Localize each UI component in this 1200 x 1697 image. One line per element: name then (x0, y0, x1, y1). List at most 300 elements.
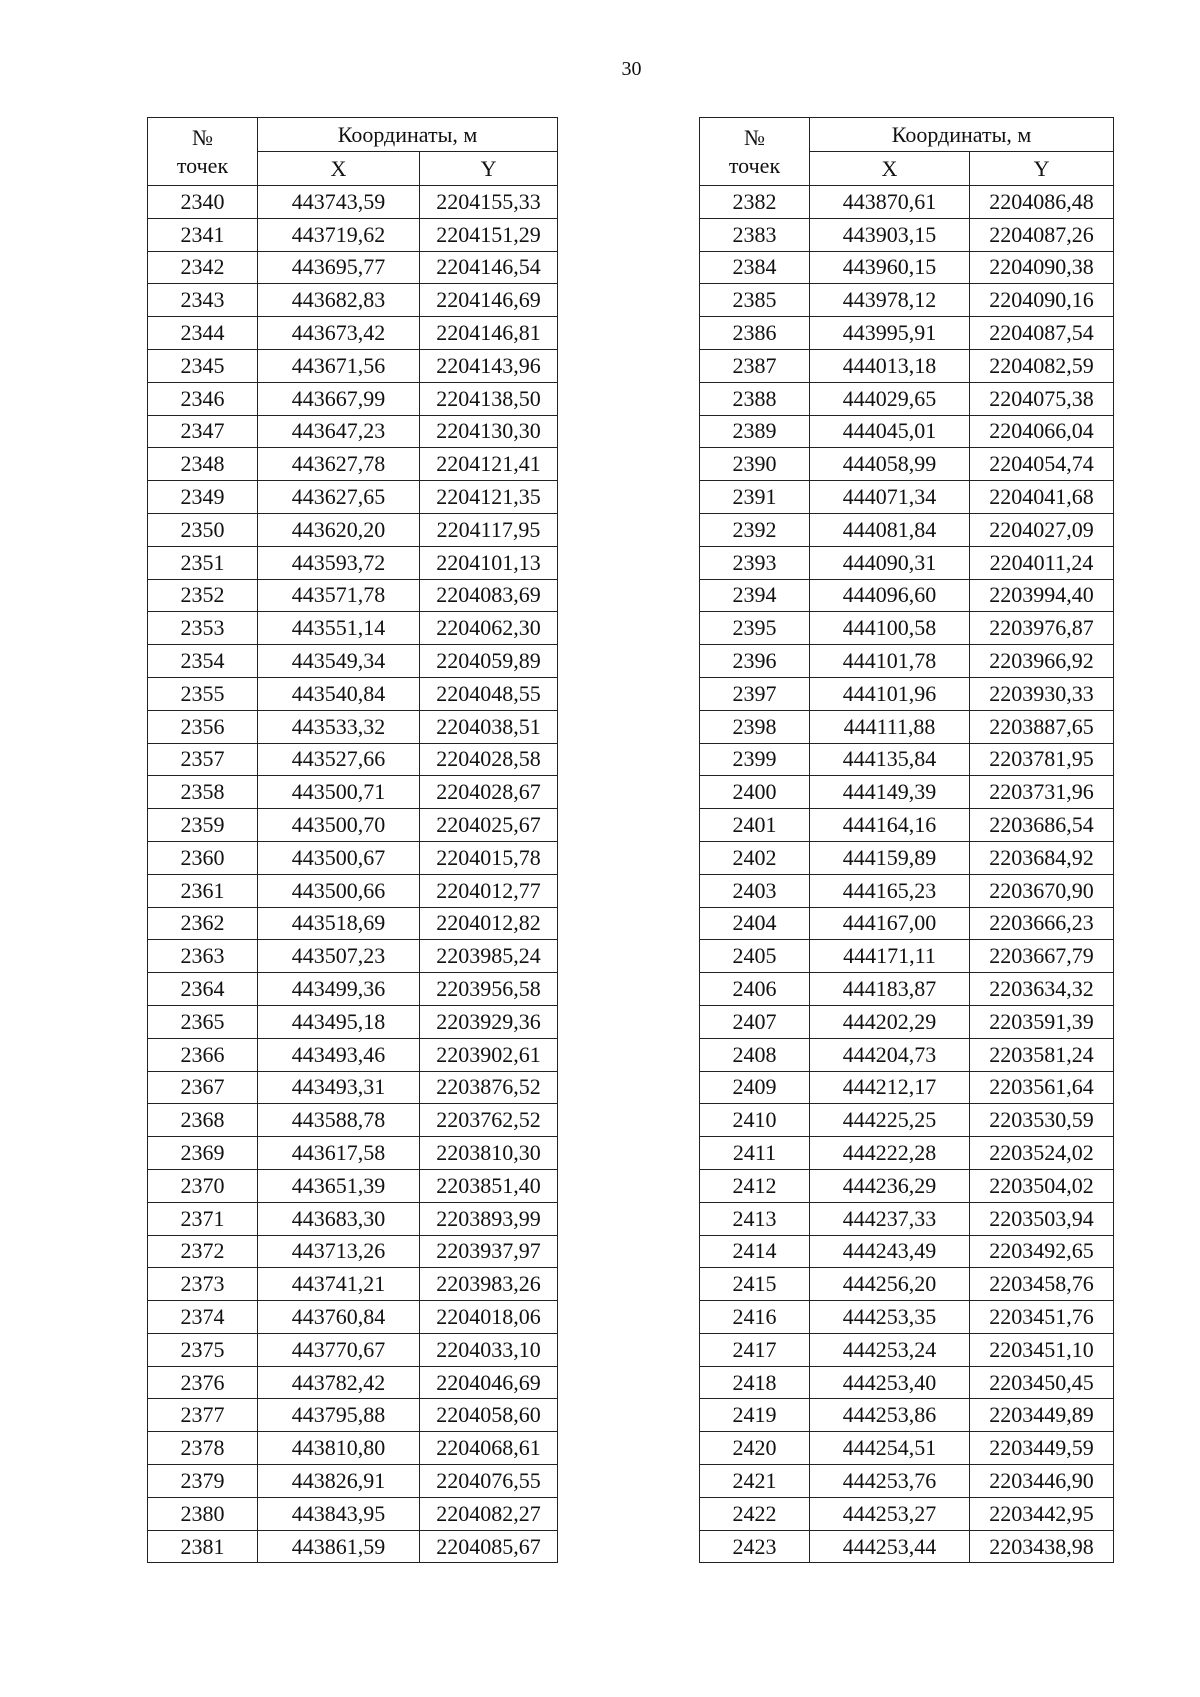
y-coordinate-cell: 2203451,76 (970, 1301, 1114, 1334)
x-coordinate-cell: 444256,20 (810, 1268, 970, 1301)
table-row (700, 645, 1114, 678)
x-coordinate-cell: 443760,84 (258, 1301, 420, 1334)
point-number-cell: 2377 (148, 1399, 258, 1432)
x-coordinate-cell: 444202,29 (810, 1005, 970, 1038)
x-coordinate-cell: 443620,20 (258, 513, 420, 546)
x-coordinate-cell: 444058,99 (810, 448, 970, 481)
x-coordinate-cell: 443782,42 (258, 1366, 420, 1399)
table-row (148, 317, 558, 350)
x-coordinate-cell: 444135,84 (810, 743, 970, 776)
x-coordinate-cell: 444253,40 (810, 1366, 970, 1399)
x-coordinate-cell: 444253,27 (810, 1497, 970, 1530)
table-row (148, 1465, 558, 1498)
y-coordinate-cell: 2203983,26 (420, 1268, 558, 1301)
x-coordinate-cell: 443518,69 (258, 907, 420, 940)
y-coordinate-cell: 2204090,16 (970, 284, 1114, 317)
point-number-header-line2: точек (728, 152, 781, 178)
y-coordinate-cell: 2203966,92 (970, 645, 1114, 678)
x-coordinate-cell: 444183,87 (810, 973, 970, 1006)
table-row (148, 448, 558, 481)
point-number-cell: 2343 (148, 284, 258, 317)
table-row (700, 349, 1114, 382)
x-coordinate-cell: 444171,11 (810, 940, 970, 973)
x-coordinate-cell: 443683,30 (258, 1202, 420, 1235)
table-row (700, 710, 1114, 743)
table-row (148, 481, 558, 514)
point-number-cell: 2408 (700, 1038, 810, 1071)
x-coordinate-cell: 444111,88 (810, 710, 970, 743)
x-coordinate-cell: 443695,77 (258, 251, 420, 284)
x-coordinate-cell: 444164,16 (810, 809, 970, 842)
table-row (700, 382, 1114, 415)
x-coordinate-cell: 443500,66 (258, 874, 420, 907)
table-row (148, 513, 558, 546)
point-number-cell: 2422 (700, 1497, 810, 1530)
point-number-cell: 2399 (700, 743, 810, 776)
y-coordinate-cell: 2204015,78 (420, 841, 558, 874)
x-coordinate-cell: 443741,21 (258, 1268, 420, 1301)
table-row (700, 809, 1114, 842)
y-coordinate-cell: 2203581,24 (970, 1038, 1114, 1071)
point-number-cell: 2382 (700, 186, 810, 219)
point-number-header-line1: № (192, 124, 213, 150)
x-coordinate-cell: 443493,31 (258, 1071, 420, 1104)
table-row (148, 218, 558, 251)
y-coordinate-cell: 2204059,89 (420, 645, 558, 678)
x-coordinate-cell: 443861,59 (258, 1530, 420, 1563)
table-row (148, 1071, 558, 1104)
table-row (148, 776, 558, 809)
y-coordinate-cell: 2203670,90 (970, 874, 1114, 907)
x-coordinate-cell: 444096,60 (810, 579, 970, 612)
x-coordinate-cell: 443527,66 (258, 743, 420, 776)
x-coordinate-cell: 443495,18 (258, 1005, 420, 1038)
x-coordinate-cell: 444253,24 (810, 1333, 970, 1366)
point-number-cell: 2352 (148, 579, 258, 612)
point-number-cell: 2411 (700, 1137, 810, 1170)
point-number-cell: 2397 (700, 677, 810, 710)
point-number-cell: 2363 (148, 940, 258, 973)
x-coordinate-cell: 443540,84 (258, 677, 420, 710)
point-number-cell: 2371 (148, 1202, 258, 1235)
table-row (148, 907, 558, 940)
point-number-cell: 2396 (700, 645, 810, 678)
x-coordinate-cell: 443995,91 (810, 317, 970, 350)
table-row (700, 1268, 1114, 1301)
table-row (700, 317, 1114, 350)
x-coordinate-cell: 444222,28 (810, 1137, 970, 1170)
point-number-cell: 2366 (148, 1038, 258, 1071)
table-row (700, 973, 1114, 1006)
x-coordinate-cell: 443870,61 (810, 186, 970, 219)
y-coordinate-cell: 2204028,58 (420, 743, 558, 776)
y-coordinate-cell: 2204062,30 (420, 612, 558, 645)
y-coordinate-cell: 2203446,90 (970, 1465, 1114, 1498)
point-number-cell: 2364 (148, 973, 258, 1006)
table-row (700, 1465, 1114, 1498)
table-row (700, 415, 1114, 448)
y-coordinate-cell: 2203781,95 (970, 743, 1114, 776)
point-number-cell: 2368 (148, 1104, 258, 1137)
y-coordinate-cell: 2204033,10 (420, 1333, 558, 1366)
point-number-cell: 2406 (700, 973, 810, 1006)
table-row (700, 513, 1114, 546)
y-coordinate-cell: 2204090,38 (970, 251, 1114, 284)
point-number-cell: 2383 (700, 218, 810, 251)
point-number-cell: 2386 (700, 317, 810, 350)
y-coordinate-cell: 2204025,67 (420, 809, 558, 842)
x-coordinate-cell: 444237,33 (810, 1202, 970, 1235)
point-number-cell: 2419 (700, 1399, 810, 1432)
y-coordinate-cell: 2203438,98 (970, 1530, 1114, 1563)
y-coordinate-cell: 2203929,36 (420, 1005, 558, 1038)
point-number-cell: 2360 (148, 841, 258, 874)
x-coordinate-cell: 443671,56 (258, 349, 420, 382)
x-coordinate-cell: 443551,14 (258, 612, 420, 645)
coordinates-table-right (699, 117, 1114, 1563)
point-number-cell: 2381 (148, 1530, 258, 1563)
x-coordinate-cell: 444029,65 (810, 382, 970, 415)
table-row (700, 1432, 1114, 1465)
y-coordinate-cell: 2203956,58 (420, 973, 558, 1006)
point-number-cell: 2421 (700, 1465, 810, 1498)
table-row (700, 251, 1114, 284)
table-row (148, 1104, 558, 1137)
table-row (148, 284, 558, 317)
x-coordinate-cell: 443770,67 (258, 1333, 420, 1366)
table-row (700, 1530, 1114, 1563)
point-number-cell: 2344 (148, 317, 258, 350)
y-coordinate-cell: 2203762,52 (420, 1104, 558, 1137)
table-row (700, 546, 1114, 579)
y-coordinate-cell: 2204054,74 (970, 448, 1114, 481)
y-coordinate-cell: 2204117,95 (420, 513, 558, 546)
table-row (700, 1301, 1114, 1334)
x-coordinate-cell: 444045,01 (810, 415, 970, 448)
x-coordinate-cell: 443667,99 (258, 382, 420, 415)
x-coordinate-cell: 443673,42 (258, 317, 420, 350)
y-coordinate-cell: 2204146,81 (420, 317, 558, 350)
table-row (148, 1169, 558, 1202)
x-coordinate-cell: 443500,70 (258, 809, 420, 842)
y-coordinate-cell: 2203451,10 (970, 1333, 1114, 1366)
y-coordinate-cell: 2203930,33 (970, 677, 1114, 710)
table-row (700, 1137, 1114, 1170)
table-row (148, 645, 558, 678)
point-number-cell: 2340 (148, 186, 258, 219)
table-row (148, 973, 558, 1006)
point-number-cell: 2346 (148, 382, 258, 415)
y-coordinate-cell: 2204121,35 (420, 481, 558, 514)
y-coordinate-cell: 2204083,69 (420, 579, 558, 612)
y-coordinate-cell: 2203667,79 (970, 940, 1114, 973)
table-row (700, 481, 1114, 514)
x-coordinate-cell: 444159,89 (810, 841, 970, 874)
table-row (148, 612, 558, 645)
y-column-header: Y (970, 152, 1114, 186)
y-coordinate-cell: 2204048,55 (420, 677, 558, 710)
x-coordinate-cell: 443533,32 (258, 710, 420, 743)
point-number-cell: 2395 (700, 612, 810, 645)
table-row (700, 1333, 1114, 1366)
point-number-cell: 2353 (148, 612, 258, 645)
x-coordinate-cell: 443843,95 (258, 1497, 420, 1530)
y-coordinate-cell: 2203994,40 (970, 579, 1114, 612)
point-number-cell: 2387 (700, 349, 810, 382)
x-coordinate-cell: 444212,17 (810, 1071, 970, 1104)
point-number-header (148, 118, 258, 186)
y-coordinate-cell: 2204041,68 (970, 481, 1114, 514)
table-row (700, 1366, 1114, 1399)
x-coordinate-cell: 443617,58 (258, 1137, 420, 1170)
y-coordinate-cell: 2204146,69 (420, 284, 558, 317)
y-coordinate-cell: 2203810,30 (420, 1137, 558, 1170)
x-coordinate-cell: 443593,72 (258, 546, 420, 579)
coordinates-header: Координаты, м (258, 118, 558, 152)
y-coordinate-cell: 2204086,48 (970, 186, 1114, 219)
point-number-cell: 2350 (148, 513, 258, 546)
x-coordinate-cell: 444253,35 (810, 1301, 970, 1334)
table-row (700, 677, 1114, 710)
table-row (148, 710, 558, 743)
table-row (700, 579, 1114, 612)
y-coordinate-cell: 2204151,29 (420, 218, 558, 251)
table-row (148, 841, 558, 874)
y-coordinate-cell: 2203504,02 (970, 1169, 1114, 1202)
point-number-cell: 2414 (700, 1235, 810, 1268)
y-coordinate-cell: 2203492,65 (970, 1235, 1114, 1268)
table-row (148, 743, 558, 776)
x-coordinate-cell: 443719,62 (258, 218, 420, 251)
point-number-cell: 2384 (700, 251, 810, 284)
x-coordinate-cell: 444149,39 (810, 776, 970, 809)
point-number-cell: 2355 (148, 677, 258, 710)
point-number-cell: 2342 (148, 251, 258, 284)
point-number-cell: 2370 (148, 1169, 258, 1202)
y-coordinate-cell: 2204075,38 (970, 382, 1114, 415)
point-number-cell: 2361 (148, 874, 258, 907)
point-number-cell: 2357 (148, 743, 258, 776)
table-row (700, 1038, 1114, 1071)
y-coordinate-cell: 2204018,06 (420, 1301, 558, 1334)
point-number-header (700, 118, 810, 186)
point-number-cell: 2380 (148, 1497, 258, 1530)
point-number-header-line1: № (744, 124, 765, 150)
point-number-cell: 2359 (148, 809, 258, 842)
point-number-cell: 2349 (148, 481, 258, 514)
y-coordinate-cell: 2203591,39 (970, 1005, 1114, 1038)
y-coordinate-cell: 2204076,55 (420, 1465, 558, 1498)
point-number-cell: 2409 (700, 1071, 810, 1104)
y-coordinate-cell: 2204155,33 (420, 186, 558, 219)
point-number-cell: 2348 (148, 448, 258, 481)
table-row (148, 251, 558, 284)
y-coordinate-cell: 2204085,67 (420, 1530, 558, 1563)
y-coordinate-cell: 2204082,59 (970, 349, 1114, 382)
x-coordinate-cell: 443500,71 (258, 776, 420, 809)
table-row (700, 776, 1114, 809)
table-row (700, 743, 1114, 776)
table-row (700, 907, 1114, 940)
y-coordinate-cell: 2204087,54 (970, 317, 1114, 350)
x-coordinate-cell: 443651,39 (258, 1169, 420, 1202)
x-coordinate-cell: 443795,88 (258, 1399, 420, 1432)
point-number-cell: 2369 (148, 1137, 258, 1170)
point-number-cell: 2412 (700, 1169, 810, 1202)
point-number-cell: 2341 (148, 218, 258, 251)
point-number-cell: 2418 (700, 1366, 810, 1399)
x-coordinate-cell: 443743,59 (258, 186, 420, 219)
x-coordinate-cell: 444204,73 (810, 1038, 970, 1071)
table-row (700, 186, 1114, 219)
point-number-cell: 2400 (700, 776, 810, 809)
point-number-cell: 2394 (700, 579, 810, 612)
point-number-cell: 2365 (148, 1005, 258, 1038)
y-coordinate-cell: 2203442,95 (970, 1497, 1114, 1530)
table-row (148, 579, 558, 612)
x-coordinate-cell: 444013,18 (810, 349, 970, 382)
table-row (700, 284, 1114, 317)
table-row (148, 874, 558, 907)
left-table-body (148, 186, 558, 1563)
x-coordinate-cell: 444254,51 (810, 1432, 970, 1465)
table-row (148, 1268, 558, 1301)
point-number-cell: 2354 (148, 645, 258, 678)
y-coordinate-cell: 2203876,52 (420, 1071, 558, 1104)
point-number-cell: 2372 (148, 1235, 258, 1268)
point-number-cell: 2379 (148, 1465, 258, 1498)
table-row (700, 1202, 1114, 1235)
point-number-cell: 2375 (148, 1333, 258, 1366)
x-coordinate-cell: 443978,12 (810, 284, 970, 317)
y-coordinate-cell: 2203902,61 (420, 1038, 558, 1071)
x-column-header: X (258, 152, 420, 186)
y-coordinate-cell: 2203524,02 (970, 1137, 1114, 1170)
y-coordinate-cell: 2203634,32 (970, 973, 1114, 1006)
right-table-body (700, 186, 1114, 1563)
point-number-cell: 2416 (700, 1301, 810, 1334)
x-coordinate-cell: 443713,26 (258, 1235, 420, 1268)
x-coordinate-cell: 444225,25 (810, 1104, 970, 1137)
y-coordinate-cell: 2204101,13 (420, 546, 558, 579)
y-coordinate-cell: 2204012,82 (420, 907, 558, 940)
y-coordinate-cell: 2203449,89 (970, 1399, 1114, 1432)
page-number: 30 (621, 58, 642, 80)
y-column-header: Y (420, 152, 558, 186)
table-row (700, 612, 1114, 645)
table-row (148, 1432, 558, 1465)
y-coordinate-cell: 2203985,24 (420, 940, 558, 973)
point-number-cell: 2389 (700, 415, 810, 448)
point-number-cell: 2376 (148, 1366, 258, 1399)
y-coordinate-cell: 2203893,99 (420, 1202, 558, 1235)
x-coordinate-cell: 444071,34 (810, 481, 970, 514)
point-number-cell: 2390 (700, 448, 810, 481)
x-coordinate-cell: 443810,80 (258, 1432, 420, 1465)
table-row (148, 1301, 558, 1334)
point-number-cell: 2420 (700, 1432, 810, 1465)
table-row (700, 218, 1114, 251)
point-number-cell: 2385 (700, 284, 810, 317)
point-number-cell: 2393 (700, 546, 810, 579)
x-coordinate-cell: 444253,86 (810, 1399, 970, 1432)
x-coordinate-cell: 443647,23 (258, 415, 420, 448)
x-coordinate-cell: 444101,78 (810, 645, 970, 678)
y-coordinate-cell: 2203686,54 (970, 809, 1114, 842)
point-number-cell: 2398 (700, 710, 810, 743)
table-row (148, 349, 558, 382)
table-row (148, 809, 558, 842)
y-coordinate-cell: 2204146,54 (420, 251, 558, 284)
table-row (148, 677, 558, 710)
table-row (700, 1235, 1114, 1268)
table-row (700, 1497, 1114, 1530)
point-number-cell: 2404 (700, 907, 810, 940)
table-row (148, 186, 558, 219)
table-row (148, 1399, 558, 1432)
table-row (148, 1497, 558, 1530)
table-row (700, 1071, 1114, 1104)
table-row (148, 1005, 558, 1038)
coordinates-header: Координаты, м (810, 118, 1114, 152)
x-coordinate-cell: 444081,84 (810, 513, 970, 546)
y-coordinate-cell: 2203684,92 (970, 841, 1114, 874)
x-coordinate-cell: 443507,23 (258, 940, 420, 973)
point-number-cell: 2373 (148, 1268, 258, 1301)
x-coordinate-cell: 444090,31 (810, 546, 970, 579)
x-coordinate-cell: 443627,78 (258, 448, 420, 481)
point-number-cell: 2417 (700, 1333, 810, 1366)
y-coordinate-cell: 2203503,94 (970, 1202, 1114, 1235)
y-coordinate-cell: 2203937,97 (420, 1235, 558, 1268)
x-coordinate-cell: 443588,78 (258, 1104, 420, 1137)
table-row (148, 546, 558, 579)
y-coordinate-cell: 2203666,23 (970, 907, 1114, 940)
table-row (148, 1366, 558, 1399)
table-row (700, 1005, 1114, 1038)
x-coordinate-cell: 444253,44 (810, 1530, 970, 1563)
x-coordinate-cell: 443627,65 (258, 481, 420, 514)
table-row (700, 940, 1114, 973)
y-coordinate-cell: 2204143,96 (420, 349, 558, 382)
point-number-cell: 2392 (700, 513, 810, 546)
x-coordinate-cell: 444101,96 (810, 677, 970, 710)
table-row (700, 1399, 1114, 1432)
table-row (148, 1235, 558, 1268)
point-number-cell: 2388 (700, 382, 810, 415)
point-number-cell: 2402 (700, 841, 810, 874)
point-number-cell: 2407 (700, 1005, 810, 1038)
y-coordinate-cell: 2204068,61 (420, 1432, 558, 1465)
point-number-cell: 2362 (148, 907, 258, 940)
table-row (148, 382, 558, 415)
x-coordinate-cell: 444100,58 (810, 612, 970, 645)
x-coordinate-cell: 443571,78 (258, 579, 420, 612)
table-row (148, 1202, 558, 1235)
x-coordinate-cell: 444236,29 (810, 1169, 970, 1202)
y-coordinate-cell: 2203731,96 (970, 776, 1114, 809)
y-coordinate-cell: 2203458,76 (970, 1268, 1114, 1301)
table-row (148, 1333, 558, 1366)
table-row (700, 874, 1114, 907)
table-row (700, 1104, 1114, 1137)
table-row (700, 1169, 1114, 1202)
point-number-cell: 2351 (148, 546, 258, 579)
y-coordinate-cell: 2204012,77 (420, 874, 558, 907)
point-number-cell: 2391 (700, 481, 810, 514)
table-row (148, 940, 558, 973)
x-coordinate-cell: 443826,91 (258, 1465, 420, 1498)
